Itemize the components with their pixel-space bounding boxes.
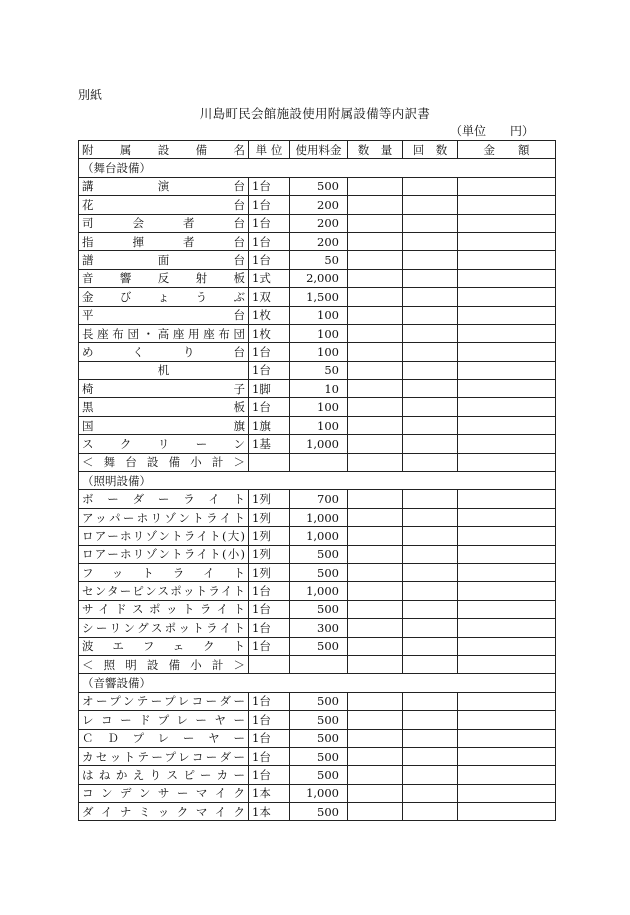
table-row: [79, 784, 556, 802]
equipment-name: 黒板: [79, 398, 249, 416]
equipment-name: アッパーホリゾントライト: [79, 508, 249, 526]
equipment-name: 長座布団・高座用座布団: [79, 324, 249, 342]
quantity-cell: [348, 343, 403, 361]
table-row: [79, 600, 556, 618]
quantity-cell: [348, 619, 403, 637]
fee-cell: 500: [290, 766, 348, 784]
count-cell: [403, 196, 458, 214]
unit-cell: 1台: [249, 232, 290, 250]
annex-label: 別紙: [78, 88, 103, 102]
quantity-cell: [348, 324, 403, 342]
fee-cell: 1,000: [290, 527, 348, 545]
amount-cell: [458, 711, 556, 729]
quantity-cell: [348, 214, 403, 232]
table-row: [79, 269, 556, 287]
table-row: [79, 398, 556, 416]
unit-cell: 1台: [249, 729, 290, 747]
table-row: [79, 435, 556, 453]
quantity-cell: [348, 600, 403, 618]
count-cell: [403, 784, 458, 802]
table-row: [79, 343, 556, 361]
quantity-cell: [348, 637, 403, 655]
section-blank: [249, 674, 556, 692]
unit-cell: 1台: [249, 637, 290, 655]
table-header-row: [79, 141, 556, 159]
table-row: [79, 232, 556, 250]
section-blank: [249, 159, 556, 177]
table-row: [79, 747, 556, 765]
fee-cell: 500: [290, 692, 348, 710]
unit-cell: 1台: [249, 619, 290, 637]
equipment-name: サイドスポットライト: [79, 600, 249, 618]
table-row: [79, 490, 556, 508]
unit-cell: 1双: [249, 288, 290, 306]
equipment-name: ロアーホリゾントライト(大): [79, 527, 249, 545]
count-cell: [403, 527, 458, 545]
equipment-name: ボーダーライト: [79, 490, 249, 508]
section-header-row: [79, 159, 556, 177]
table-row: [79, 692, 556, 710]
quantity-cell: [348, 508, 403, 526]
amount-cell: [458, 269, 556, 287]
table-row: [79, 563, 556, 581]
unit-cell: 1台: [249, 747, 290, 765]
quantity-cell: [348, 545, 403, 563]
quantity-cell: [348, 711, 403, 729]
unit-cell: 1台: [249, 398, 290, 416]
quantity-cell: [348, 416, 403, 434]
table-row: [79, 288, 556, 306]
unit-cell: 1式: [249, 269, 290, 287]
equipment-name: 金びょうぶ: [79, 288, 249, 306]
amount-cell: [458, 508, 556, 526]
quantity-cell: [348, 435, 403, 453]
table-row: [79, 214, 556, 232]
count-cell: [403, 692, 458, 710]
unit-cell: 1台: [249, 196, 290, 214]
table-row: [79, 766, 556, 784]
quantity-cell: [348, 398, 403, 416]
table-row: [79, 306, 556, 324]
quantity-cell: [348, 453, 403, 471]
amount-cell: [458, 232, 556, 250]
count-cell: [403, 269, 458, 287]
equipment-name: スクリーン: [79, 435, 249, 453]
header-fee: 使用料金: [290, 141, 348, 159]
count-cell: [403, 803, 458, 821]
subtotal-label: ＜照明設備小計＞: [79, 655, 249, 673]
unit-cell: 1本: [249, 784, 290, 802]
equipment-name: 波エフェクト: [79, 637, 249, 655]
amount-cell: [458, 600, 556, 618]
count-cell: [403, 361, 458, 379]
unit-cell: 1台: [249, 343, 290, 361]
unit-cell: 1台: [249, 214, 290, 232]
unit-cell: [249, 655, 290, 673]
quantity-cell: [348, 582, 403, 600]
amount-cell: [458, 490, 556, 508]
quantity-cell: [348, 177, 403, 195]
table-row: [79, 508, 556, 526]
unit-cell: 1台: [249, 361, 290, 379]
amount-cell: [458, 637, 556, 655]
equipment-name: はねかえりスピーカー: [79, 766, 249, 784]
fee-cell: 1,000: [290, 784, 348, 802]
count-cell: [403, 343, 458, 361]
subtotal-row: [79, 655, 556, 673]
amount-cell: [458, 251, 556, 269]
quantity-cell: [348, 306, 403, 324]
quantity-cell: [348, 803, 403, 821]
quantity-cell: [348, 784, 403, 802]
unit-cell: 1台: [249, 600, 290, 618]
header-unit: 単 位: [249, 141, 290, 159]
fee-cell: [290, 453, 348, 471]
equipment-name: めくり台: [79, 343, 249, 361]
quantity-cell: [348, 655, 403, 673]
fee-cell: 500: [290, 600, 348, 618]
unit-cell: 1列: [249, 527, 290, 545]
count-cell: [403, 380, 458, 398]
amount-cell: [458, 306, 556, 324]
count-cell: [403, 655, 458, 673]
amount-cell: [458, 619, 556, 637]
count-cell: [403, 214, 458, 232]
fee-cell: 1,000: [290, 435, 348, 453]
fee-cell: 500: [290, 711, 348, 729]
equipment-name: 国旗: [79, 416, 249, 434]
unit-cell: 1列: [249, 545, 290, 563]
quantity-cell: [348, 527, 403, 545]
equipment-name: 花台: [79, 196, 249, 214]
table-row: [79, 416, 556, 434]
section-label: （舞台設備）: [79, 159, 249, 177]
fee-cell: 1,000: [290, 508, 348, 526]
equipment-name: オープンテープレコーダー: [79, 692, 249, 710]
unit-cell: 1枚: [249, 306, 290, 324]
quantity-cell: [348, 766, 403, 784]
quantity-cell: [348, 288, 403, 306]
unit-cell: 1脚: [249, 380, 290, 398]
table-row: [79, 582, 556, 600]
equipment-name: ＣＤプレーヤー: [79, 729, 249, 747]
count-cell: [403, 637, 458, 655]
unit-cell: 1枚: [249, 324, 290, 342]
quantity-cell: [348, 692, 403, 710]
unit-cell: 1列: [249, 563, 290, 581]
fee-cell: 700: [290, 490, 348, 508]
fee-cell: 500: [290, 563, 348, 581]
unit-cell: 1本: [249, 803, 290, 821]
table-row: [79, 380, 556, 398]
fee-cell: 500: [290, 545, 348, 563]
count-cell: [403, 306, 458, 324]
fee-cell: 200: [290, 214, 348, 232]
fee-cell: 500: [290, 803, 348, 821]
equipment-name: センターピンスポットライト: [79, 582, 249, 600]
table-row: [79, 545, 556, 563]
amount-cell: [458, 324, 556, 342]
amount-cell: [458, 803, 556, 821]
quantity-cell: [348, 380, 403, 398]
header-amount: 金 額: [458, 141, 556, 159]
amount-cell: [458, 398, 556, 416]
table-row: [79, 196, 556, 214]
count-cell: [403, 619, 458, 637]
fee-cell: 500: [290, 729, 348, 747]
unit-cell: 1列: [249, 508, 290, 526]
amount-cell: [458, 177, 556, 195]
count-cell: [403, 251, 458, 269]
count-cell: [403, 729, 458, 747]
fee-cell: 300: [290, 619, 348, 637]
equipment-name: シーリングスポットライト: [79, 619, 249, 637]
quantity-cell: [348, 196, 403, 214]
unit-cell: 1旗: [249, 416, 290, 434]
unit-cell: [249, 453, 290, 471]
table-row: [79, 361, 556, 379]
quantity-cell: [348, 563, 403, 581]
fee-cell: [290, 655, 348, 673]
fee-cell: 100: [290, 416, 348, 434]
section-label: （照明設備）: [79, 472, 249, 490]
equipment-name: 司会者台: [79, 214, 249, 232]
section-header-row: [79, 472, 556, 490]
amount-cell: [458, 563, 556, 581]
count-cell: [403, 545, 458, 563]
equipment-name: 机: [79, 361, 249, 379]
equipment-name: 譜面台: [79, 251, 249, 269]
unit-cell: 1台: [249, 711, 290, 729]
unit-cell: 1台: [249, 177, 290, 195]
table-row: [79, 619, 556, 637]
count-cell: [403, 232, 458, 250]
amount-cell: [458, 435, 556, 453]
table-row: [79, 324, 556, 342]
quantity-cell: [348, 361, 403, 379]
fee-cell: 100: [290, 343, 348, 361]
amount-cell: [458, 196, 556, 214]
fee-cell: 1,500: [290, 288, 348, 306]
amount-cell: [458, 582, 556, 600]
equipment-name: 指揮者台: [79, 232, 249, 250]
table-row: [79, 711, 556, 729]
count-cell: [403, 711, 458, 729]
equipment-name: レコードプレーヤー: [79, 711, 249, 729]
count-cell: [403, 416, 458, 434]
quantity-cell: [348, 729, 403, 747]
table-row: [79, 527, 556, 545]
amount-cell: [458, 361, 556, 379]
equipment-name: 音響反射板: [79, 269, 249, 287]
equipment-name: ダイナミックマイク: [79, 803, 249, 821]
count-cell: [403, 508, 458, 526]
count-cell: [403, 490, 458, 508]
unit-note: （単位 円）: [450, 124, 535, 138]
unit-cell: 1基: [249, 435, 290, 453]
count-cell: [403, 563, 458, 581]
document-title: 川島町民会館施設使用附属設備等内訳書: [199, 106, 431, 121]
amount-cell: [458, 380, 556, 398]
amount-cell: [458, 747, 556, 765]
amount-cell: [458, 545, 556, 563]
quantity-cell: [348, 747, 403, 765]
section-header-row: [79, 674, 556, 692]
unit-cell: 1台: [249, 766, 290, 784]
amount-cell: [458, 416, 556, 434]
amount-cell: [458, 214, 556, 232]
equipment-name: フットライト: [79, 563, 249, 581]
table-row: [79, 729, 556, 747]
count-cell: [403, 747, 458, 765]
fee-cell: 100: [290, 398, 348, 416]
fee-cell: 500: [290, 637, 348, 655]
equipment-table: [78, 140, 556, 821]
fee-cell: 10: [290, 380, 348, 398]
equipment-name: ロアーホリゾントライト(小): [79, 545, 249, 563]
quantity-cell: [348, 269, 403, 287]
fee-cell: 100: [290, 306, 348, 324]
count-cell: [403, 435, 458, 453]
section-label: （音響設備）: [79, 674, 249, 692]
amount-cell: [458, 655, 556, 673]
table-row: [79, 251, 556, 269]
count-cell: [403, 324, 458, 342]
unit-cell: 1台: [249, 692, 290, 710]
subtotal-label: ＜舞台設備小計＞: [79, 453, 249, 471]
amount-cell: [458, 729, 556, 747]
fee-cell: 50: [290, 361, 348, 379]
count-cell: [403, 177, 458, 195]
amount-cell: [458, 766, 556, 784]
table-row: [79, 177, 556, 195]
equipment-name: 講演台: [79, 177, 249, 195]
fee-cell: 500: [290, 177, 348, 195]
amount-cell: [458, 527, 556, 545]
subtotal-row: [79, 453, 556, 471]
unit-cell: 1台: [249, 251, 290, 269]
equipment-name: カセットテープレコーダー: [79, 747, 249, 765]
count-cell: [403, 453, 458, 471]
amount-cell: [458, 453, 556, 471]
fee-cell: 100: [290, 324, 348, 342]
count-cell: [403, 288, 458, 306]
equipment-name: 椅子: [79, 380, 249, 398]
amount-cell: [458, 784, 556, 802]
section-blank: [249, 472, 556, 490]
fee-cell: 500: [290, 747, 348, 765]
unit-cell: 1列: [249, 490, 290, 508]
header-equipment-name: 附 属 設 備 名: [79, 141, 249, 159]
quantity-cell: [348, 232, 403, 250]
count-cell: [403, 398, 458, 416]
fee-cell: 200: [290, 196, 348, 214]
count-cell: [403, 766, 458, 784]
amount-cell: [458, 692, 556, 710]
count-cell: [403, 582, 458, 600]
amount-cell: [458, 343, 556, 361]
count-cell: [403, 600, 458, 618]
equipment-name: 平台: [79, 306, 249, 324]
fee-cell: 2,000: [290, 269, 348, 287]
header-quantity: 数 量: [348, 141, 403, 159]
fee-cell: 50: [290, 251, 348, 269]
amount-cell: [458, 288, 556, 306]
fee-cell: 1,000: [290, 582, 348, 600]
table-row: [79, 803, 556, 821]
header-count: 回 数: [403, 141, 458, 159]
fee-cell: 200: [290, 232, 348, 250]
unit-cell: 1台: [249, 582, 290, 600]
quantity-cell: [348, 490, 403, 508]
equipment-name: コンデンサーマイク: [79, 784, 249, 802]
table-body: [79, 159, 556, 821]
quantity-cell: [348, 251, 403, 269]
table-row: [79, 637, 556, 655]
